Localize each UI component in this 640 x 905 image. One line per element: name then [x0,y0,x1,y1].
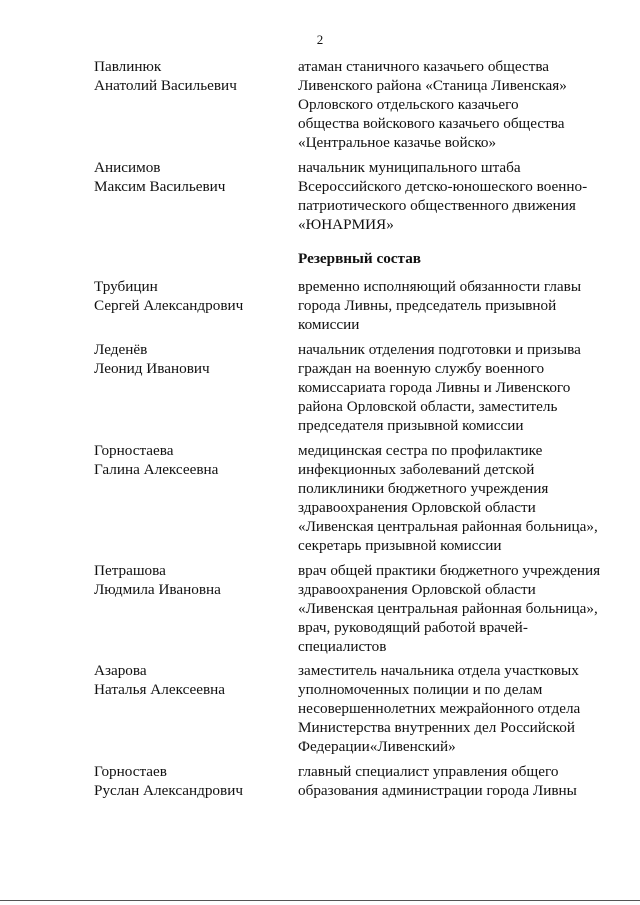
role-line: Всероссийского детско-юношеского военно- [298,178,588,195]
member-role [298,57,608,152]
role-line: уполномоченных полиции и по делам [298,681,543,698]
member-surname: Анисимов [94,159,161,176]
role-line: временно исполняющий обязанности главы [298,278,582,295]
member-name [94,158,284,196]
role-line: инфекционных заболеваний детской [298,461,535,478]
member-role [298,441,608,555]
member-role [298,158,608,234]
role-line: «Ливенская центральная районная больница», [298,600,598,617]
member-given-name: Галина Алексеевна [94,461,219,478]
role-line: граждан на военную службу военного [298,360,545,377]
role-line: общества войскового казачьего общества [298,115,565,132]
role-line: Министерства внутренних дел Российской [298,719,576,736]
role-line: Орловского отдельского казачьего [298,96,519,113]
member-role [298,340,608,435]
member-surname: Горностаев [94,763,167,780]
role-line: медицинская сестра по профилактике [298,442,543,459]
role-line: врач, руководящий работой врачей- [298,619,528,636]
member-given-name: Леонид Иванович [94,360,210,377]
member-surname: Трубицин [94,278,158,295]
role-line: Ливенского района «Станица Ливенская» [298,77,567,94]
role-line: специалистов [298,638,387,655]
role-line: врач общей практики бюджетного учреждения [298,562,601,579]
role-line: начальник муниципального штаба [298,159,521,176]
member-name [94,561,284,599]
member-given-name: Сергей Александрович [94,297,244,314]
member-surname: Горностаева [94,442,174,459]
role-line: секретарь призывной комиссии [298,537,502,554]
role-line: атаман станичного казачьего общества [298,58,550,75]
member-name [94,441,284,479]
role-line: Федерации«Ливенский» [298,738,456,755]
role-line: поликлиники бюджетного учреждения [298,480,549,497]
member-role [298,762,608,800]
role-line: «Ливенская центральная районная больница», [298,518,598,535]
member-name [94,57,284,95]
member-name [94,340,284,378]
member-surname: Петрашова [94,562,166,579]
member-role [298,561,608,656]
member-surname: Азарова [94,662,147,679]
role-line: «Центральное казачье войско» [298,134,497,151]
member-surname: Павлинюк [94,58,162,75]
member-given-name: Людмила Ивановна [94,581,221,598]
page-edge-divider [0,900,640,901]
member-given-name: Максим Васильевич [94,178,226,195]
role-line: несовершеннолетних межрайонного отдела [298,700,581,717]
role-line: заместитель начальника отдела участковых [298,662,579,679]
role-line: «ЮНАРМИЯ» [298,216,394,233]
role-line: образования администрации города Ливны [298,782,577,799]
member-given-name: Наталья Алексеевна [94,681,226,698]
member-role [298,661,608,756]
member-name [94,277,284,315]
role-line: главный специалист управления общего [298,763,559,780]
member-name [94,661,284,699]
role-line: здравоохранения Орловской области [298,581,536,598]
role-line: комиссариата города Ливны и Ливенского [298,379,571,396]
member-name [94,762,284,800]
member-role [298,277,608,334]
role-line: здравоохранения Орловской области [298,499,536,516]
reserve-section-heading: Резервный состав [298,250,421,267]
member-given-name: Руслан Александрович [94,782,243,799]
role-line: председателя призывной комиссии [298,417,524,434]
role-line: города Ливны, председатель призывной [298,297,557,314]
member-given-name: Анатолий Васильевич [94,77,237,94]
role-line: начальник отделения подготовки и призыва [298,341,581,358]
page-number: 2 [316,32,324,47]
role-line: патриотического общественного движения [298,197,576,214]
member-surname: Леденёв [94,341,148,358]
role-line: комиссии [298,316,360,333]
role-line: района Орловской области, заместитель [298,398,558,415]
